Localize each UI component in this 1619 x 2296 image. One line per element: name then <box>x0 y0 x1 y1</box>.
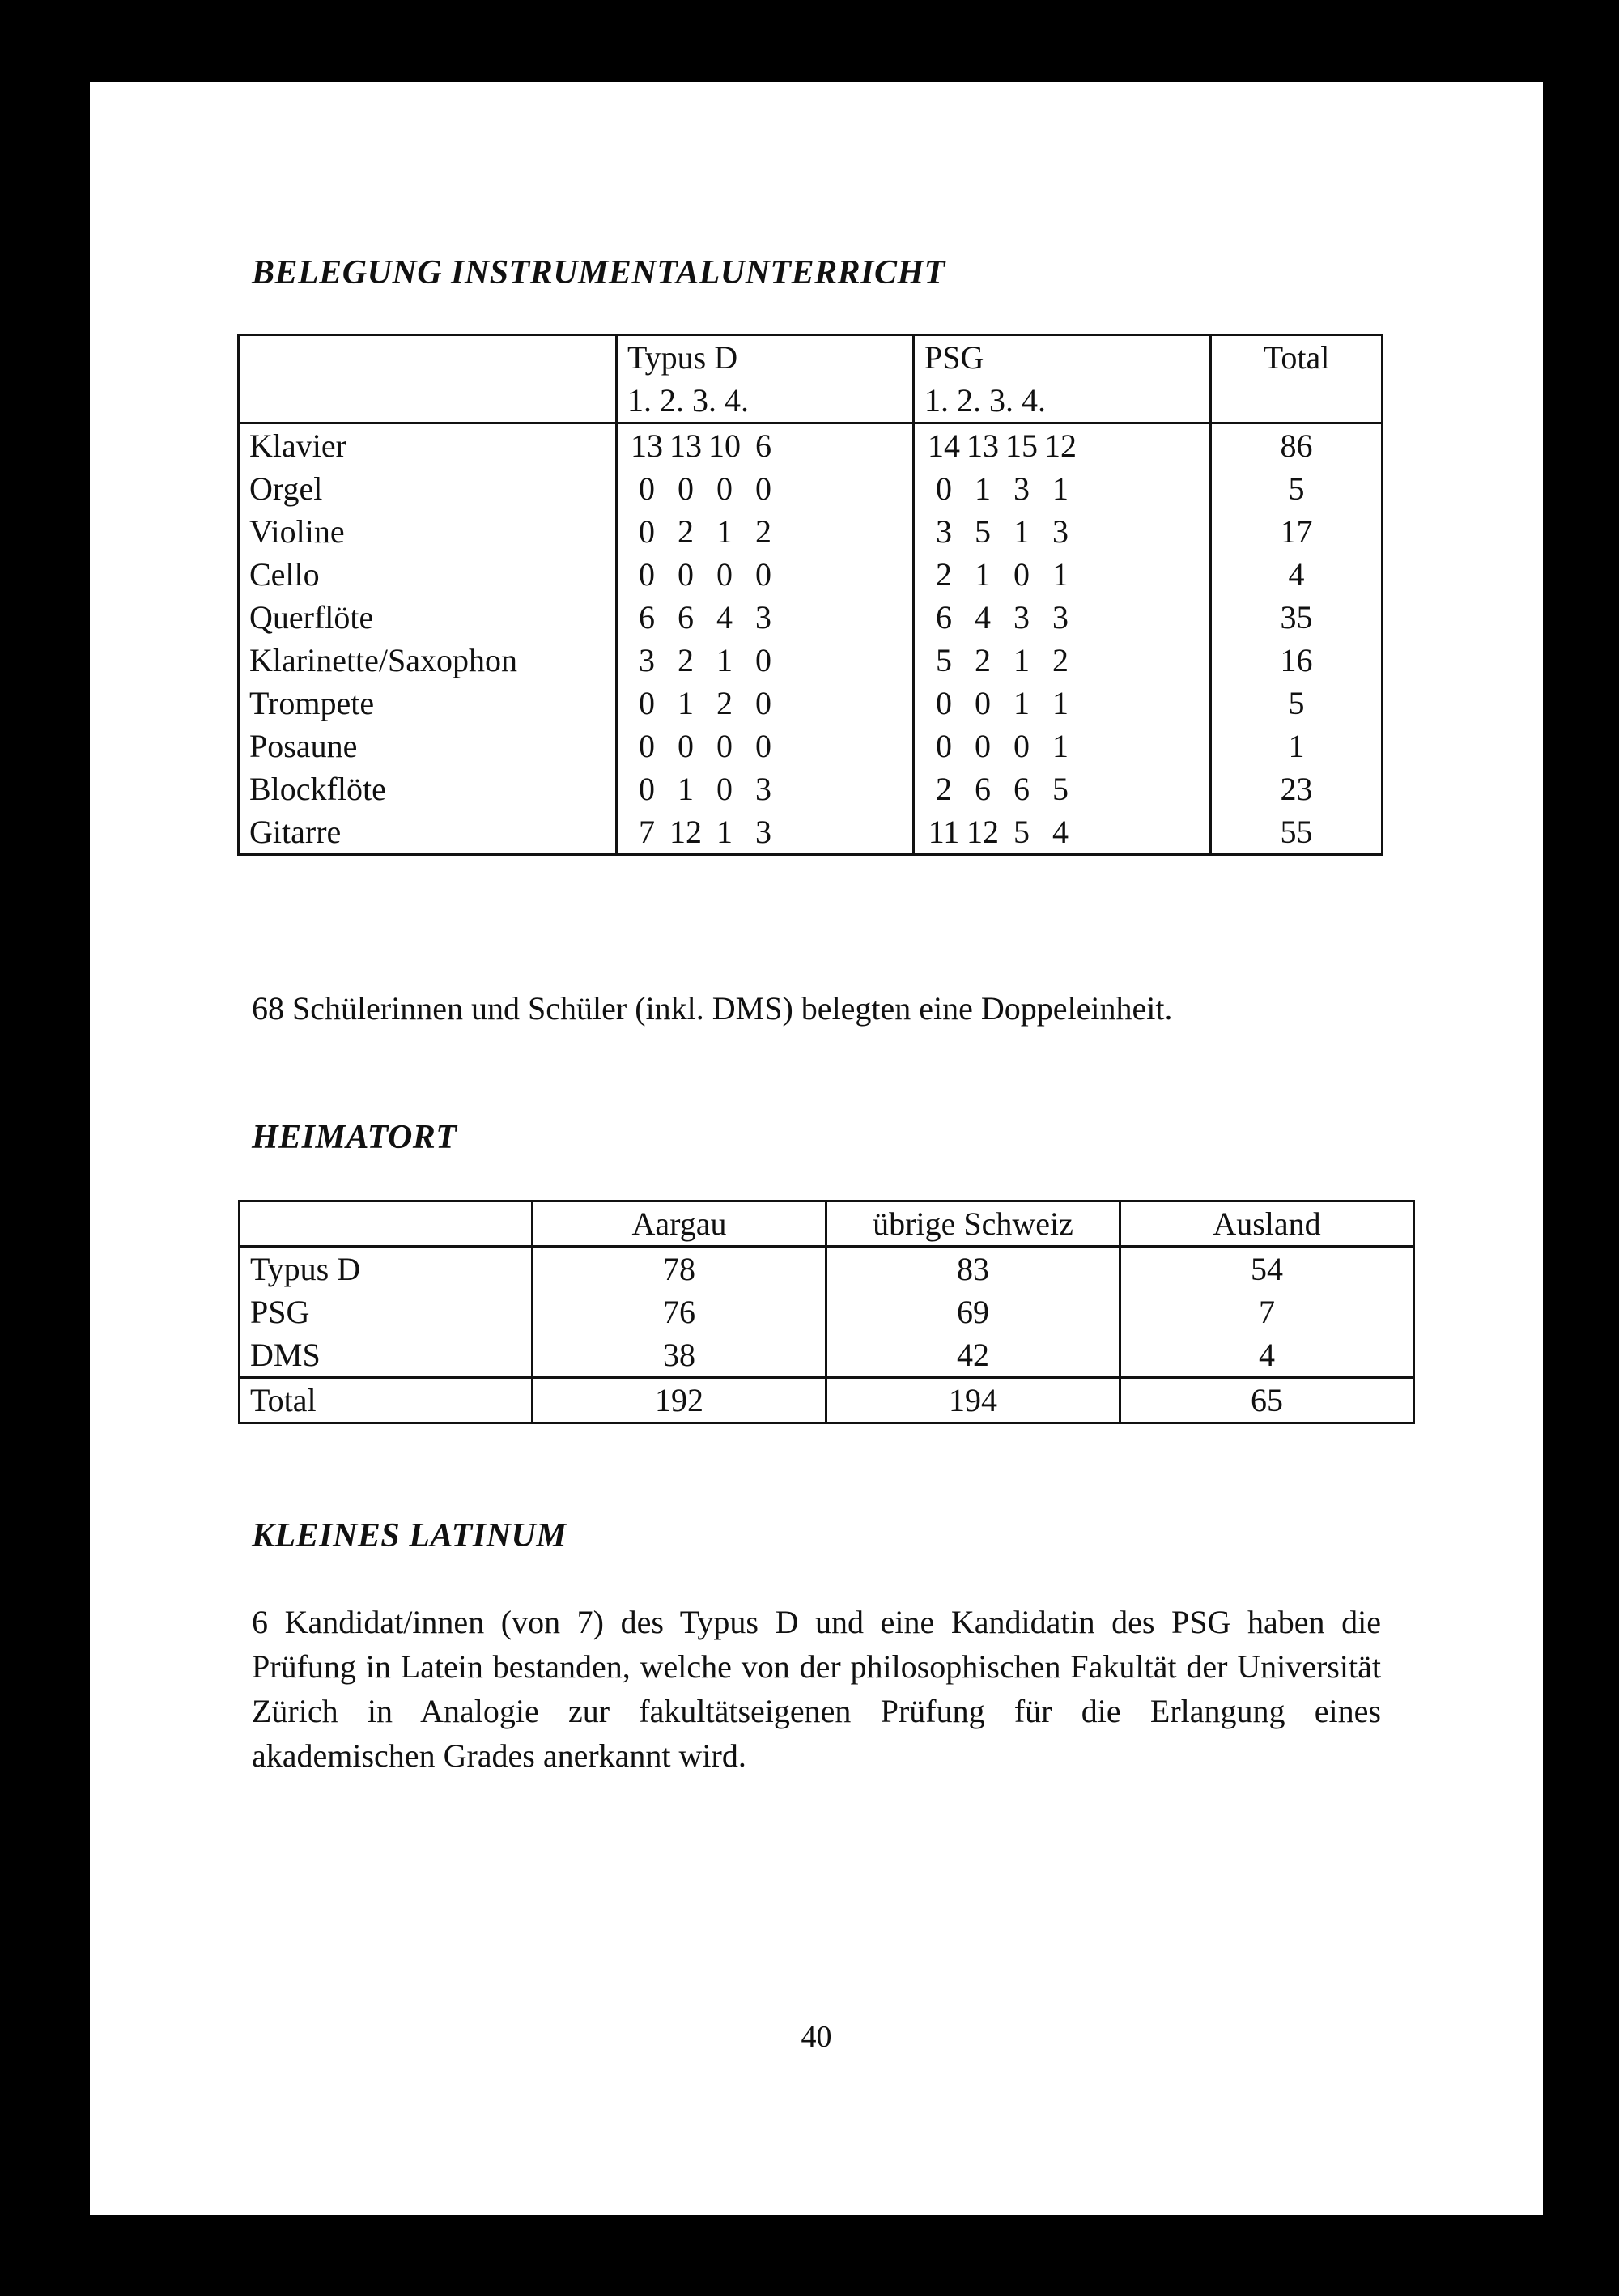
count-cell: 15 <box>1005 427 1038 464</box>
count-cell: 10 <box>708 427 741 464</box>
table-cell: 7 <box>1120 1290 1414 1333</box>
count-cell: 0 <box>639 470 655 507</box>
table-cell: 192 <box>533 1378 826 1423</box>
table-cell: 38 <box>533 1333 826 1378</box>
table-cell: 69 <box>826 1290 1120 1333</box>
table-row <box>239 510 1383 553</box>
table-row <box>239 767 1383 810</box>
instrument-name: Gitarre <box>239 810 617 855</box>
table-cell: 76 <box>533 1290 826 1333</box>
doppeleinheit-note: 68 Schülerinnen und Schüler (inkl. DMS) belegten eine Doppeleinheit. <box>252 990 1173 1027</box>
grade-label: 4. <box>1022 382 1046 419</box>
count-cell: 0 <box>936 470 952 507</box>
count-cell: 0 <box>755 556 771 593</box>
count-cell: 0 <box>639 771 655 807</box>
typus-counts <box>617 725 914 767</box>
instrumental-header-psg <box>914 335 1211 423</box>
col-total-label: Total <box>1211 335 1383 423</box>
count-cell: 0 <box>1013 556 1030 593</box>
typus-counts <box>617 553 914 596</box>
count-cell: 12 <box>1044 427 1077 464</box>
count-cell: 13 <box>967 427 999 464</box>
count-cell: 2 <box>678 642 694 678</box>
psg-counts <box>914 682 1211 725</box>
count-cell: 0 <box>639 556 655 593</box>
typus-counts <box>617 423 914 468</box>
row-total: 5 <box>1211 682 1383 725</box>
count-cell: 3 <box>1013 599 1030 636</box>
count-cell: 6 <box>755 427 771 464</box>
table-row <box>240 1290 1414 1333</box>
grade-label: 3. <box>989 382 1013 419</box>
count-cell: 1 <box>678 685 694 721</box>
row-total: 86 <box>1211 423 1383 468</box>
count-cell: 1 <box>1052 556 1069 593</box>
instrumental-body <box>239 423 1383 855</box>
count-cell: 3 <box>1052 513 1069 550</box>
count-cell: 3 <box>755 599 771 636</box>
count-cell: 0 <box>716 556 733 593</box>
row-total: 23 <box>1211 767 1383 810</box>
grade-label: 2. <box>660 382 684 419</box>
table-cell: 42 <box>826 1333 1120 1378</box>
heimatort-table <box>238 1200 1415 1424</box>
row-total: 55 <box>1211 810 1383 855</box>
table-cell: 65 <box>1120 1378 1414 1423</box>
count-cell: 0 <box>716 728 733 764</box>
row-total: 1 <box>1211 725 1383 767</box>
heimatort-header-blank <box>240 1201 533 1247</box>
count-cell: 13 <box>631 427 663 464</box>
grade-label: 3. <box>692 382 716 419</box>
instrumental-header-typus <box>617 335 914 423</box>
typus-counts <box>617 810 914 855</box>
table-row <box>239 725 1383 767</box>
count-cell: 1 <box>1052 470 1069 507</box>
col-psg-label: PSG <box>924 339 984 376</box>
instrumental-heading: BELEGUNG INSTRUMENTALUNTERRICHT <box>252 254 945 291</box>
count-cell: 1 <box>1013 642 1030 678</box>
latinum-paragraph: 6 Kandidat/innen (von 7) des Typus D und eine Kandidatin des PSG haben die Prüfung in Latein bestanden, welche von der philosophischen Fakultät der Universität Zürich in Analogie zur fakultätseigenen Prüfung für die Erlangung eines akademischen Grades anerkannt wird. <box>252 1604 1381 1774</box>
psg-counts <box>914 810 1211 855</box>
count-cell: 6 <box>975 771 991 807</box>
instrument-name: Violine <box>239 510 617 553</box>
count-cell: 1 <box>1052 728 1069 764</box>
count-cell: 6 <box>678 599 694 636</box>
count-cell: 0 <box>678 728 694 764</box>
row-total: 16 <box>1211 639 1383 682</box>
count-cell: 5 <box>1013 814 1030 850</box>
count-cell: 3 <box>639 642 655 678</box>
psg-grades <box>924 379 1200 422</box>
psg-counts <box>914 639 1211 682</box>
instrument-name: Klarinette/Saxophon <box>239 639 617 682</box>
count-cell: 3 <box>755 771 771 807</box>
count-cell: 13 <box>669 427 702 464</box>
heimatort-heading: HEIMATORT <box>252 1119 457 1156</box>
count-cell: 2 <box>678 513 694 550</box>
count-cell: 1 <box>716 642 733 678</box>
document-page <box>90 82 1543 2215</box>
row-total: 4 <box>1211 553 1383 596</box>
table-cell: 83 <box>826 1247 1120 1291</box>
count-cell: 12 <box>967 814 999 850</box>
count-cell: 0 <box>755 685 771 721</box>
instrumental-table <box>237 334 1383 856</box>
instrument-name: Blockflöte <box>239 767 617 810</box>
table-cell: 4 <box>1120 1333 1414 1378</box>
typus-counts <box>617 467 914 510</box>
row-total: 5 <box>1211 467 1383 510</box>
count-cell: 2 <box>716 685 733 721</box>
count-cell: 2 <box>975 642 991 678</box>
row-label: Total <box>240 1378 533 1423</box>
instrument-name: Cello <box>239 553 617 596</box>
table-row <box>239 682 1383 725</box>
table-row <box>239 810 1383 855</box>
count-cell: 2 <box>1052 642 1069 678</box>
table-row <box>239 423 1383 468</box>
grade-label: 2. <box>957 382 981 419</box>
count-cell: 14 <box>928 427 960 464</box>
count-cell: 1 <box>1013 513 1030 550</box>
psg-counts <box>914 767 1211 810</box>
instrumental-header-blank <box>239 335 617 423</box>
table-cell: 54 <box>1120 1247 1414 1291</box>
table-cell: 78 <box>533 1247 826 1291</box>
psg-counts <box>914 510 1211 553</box>
heimatort-col-header: Ausland <box>1120 1201 1414 1247</box>
heimatort-col-header: übrige Schweiz <box>826 1201 1120 1247</box>
table-row <box>239 467 1383 510</box>
count-cell: 3 <box>1052 599 1069 636</box>
instrument-name: Trompete <box>239 682 617 725</box>
instrument-name: Posaune <box>239 725 617 767</box>
count-cell: 11 <box>928 814 960 850</box>
count-cell: 1 <box>678 771 694 807</box>
row-label: PSG <box>240 1290 533 1333</box>
psg-counts <box>914 725 1211 767</box>
count-cell: 6 <box>936 599 952 636</box>
heimatort-header-row <box>240 1201 1414 1247</box>
count-cell: 0 <box>975 728 991 764</box>
page-number: 40 <box>801 2020 832 2054</box>
grade-label: 1. <box>924 382 949 419</box>
count-cell: 3 <box>755 814 771 850</box>
row-total: 17 <box>1211 510 1383 553</box>
table-row <box>239 639 1383 682</box>
count-cell: 0 <box>639 513 655 550</box>
count-cell: 0 <box>639 728 655 764</box>
count-cell: 1 <box>716 513 733 550</box>
table-cell: 194 <box>826 1378 1120 1423</box>
table-row <box>240 1247 1414 1291</box>
count-cell: 0 <box>639 685 655 721</box>
count-cell: 5 <box>936 642 952 678</box>
count-cell: 0 <box>716 771 733 807</box>
count-cell: 12 <box>669 814 702 850</box>
typus-counts <box>617 510 914 553</box>
instrument-name: Querflöte <box>239 596 617 639</box>
count-cell: 0 <box>755 642 771 678</box>
typus-counts <box>617 639 914 682</box>
count-cell: 1 <box>1013 685 1030 721</box>
count-cell: 7 <box>639 814 655 850</box>
count-cell: 4 <box>975 599 991 636</box>
grade-label: 1. <box>627 382 652 419</box>
psg-counts <box>914 553 1211 596</box>
count-cell: 0 <box>716 470 733 507</box>
count-cell: 1 <box>716 814 733 850</box>
count-cell: 5 <box>1052 771 1069 807</box>
count-cell: 2 <box>936 771 952 807</box>
count-cell: 0 <box>936 685 952 721</box>
row-label: Typus D <box>240 1247 533 1291</box>
instrument-name: Orgel <box>239 467 617 510</box>
grade-label: 4. <box>725 382 749 419</box>
count-cell: 2 <box>936 556 952 593</box>
table-row <box>240 1333 1414 1378</box>
count-cell: 1 <box>975 556 991 593</box>
count-cell: 2 <box>755 513 771 550</box>
count-cell: 0 <box>1013 728 1030 764</box>
col-typus-label: Typus D <box>627 339 738 376</box>
count-cell: 0 <box>936 728 952 764</box>
count-cell: 0 <box>755 728 771 764</box>
typus-counts <box>617 682 914 725</box>
psg-counts <box>914 467 1211 510</box>
count-cell: 0 <box>975 685 991 721</box>
count-cell: 1 <box>975 470 991 507</box>
count-cell: 3 <box>1013 470 1030 507</box>
count-cell: 0 <box>678 556 694 593</box>
table-row <box>239 553 1383 596</box>
table-row <box>239 596 1383 639</box>
latinum-heading: KLEINES LATINUM <box>252 1517 567 1554</box>
psg-counts <box>914 596 1211 639</box>
typus-grades <box>627 379 903 422</box>
total-row <box>240 1378 1414 1423</box>
psg-counts <box>914 423 1211 468</box>
count-cell: 3 <box>936 513 952 550</box>
count-cell: 5 <box>975 513 991 550</box>
count-cell: 1 <box>1052 685 1069 721</box>
row-label: DMS <box>240 1333 533 1378</box>
count-cell: 4 <box>716 599 733 636</box>
heimatort-col-header: Aargau <box>533 1201 826 1247</box>
typus-counts <box>617 596 914 639</box>
instrumental-header-row <box>239 335 1383 423</box>
instrument-name: Klavier <box>239 423 617 468</box>
count-cell: 6 <box>1013 771 1030 807</box>
row-total: 35 <box>1211 596 1383 639</box>
count-cell: 0 <box>678 470 694 507</box>
typus-counts <box>617 767 914 810</box>
count-cell: 4 <box>1052 814 1069 850</box>
count-cell: 0 <box>755 470 771 507</box>
count-cell: 6 <box>639 599 655 636</box>
